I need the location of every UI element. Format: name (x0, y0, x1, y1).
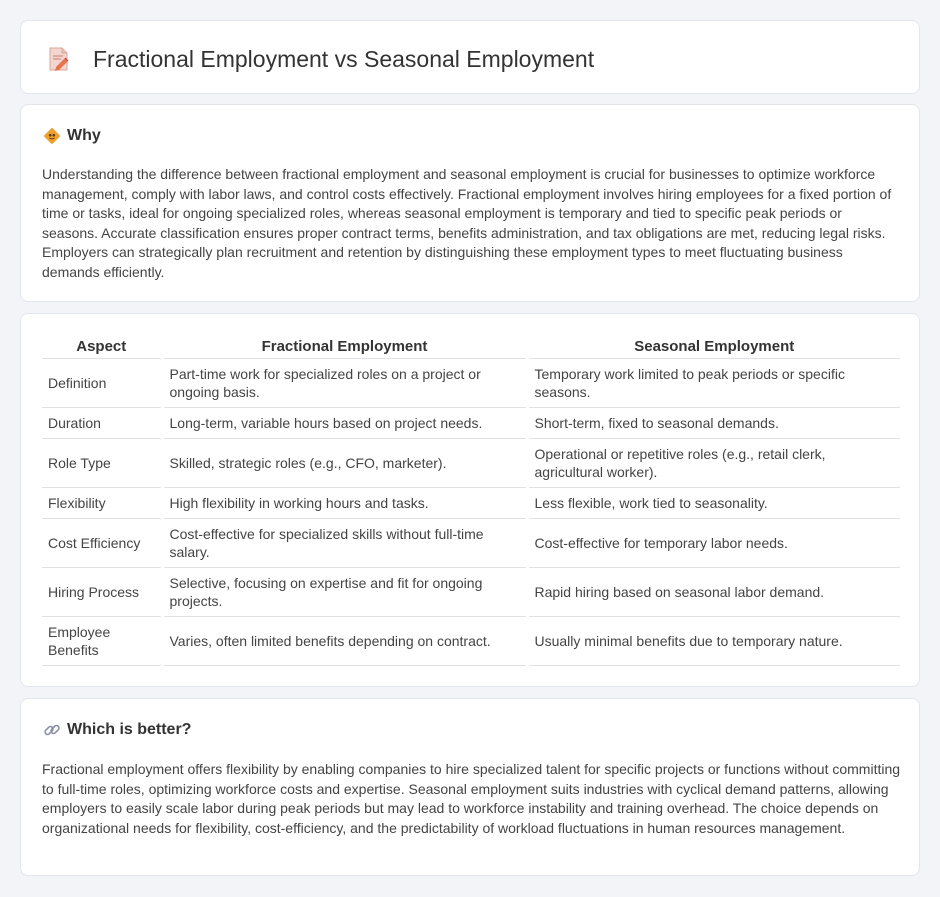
why-section (20, 104, 920, 302)
page-title: Fractional Employment vs Seasonal Employment (93, 46, 595, 72)
row-seasonal: Rapid hiring based on seasonal labor demand. (527, 567, 900, 616)
table-row (42, 487, 900, 518)
link-icon (43, 721, 61, 739)
title-card (20, 20, 920, 94)
table-row (42, 438, 900, 487)
which-is-better-section (20, 698, 920, 876)
comparison-table (42, 336, 900, 666)
table-row (42, 518, 900, 567)
row-aspect: Employee Benefits (42, 616, 162, 665)
better-heading: Which is better? (67, 721, 192, 738)
better-text: Fractional employment offers flexibility by enabling companies to hire specialized talent for specific projects or functions without committing to full-time roles, optimizing workforce costs and expertise. Seasonal employment suits industries with cyclical demand patterns, allowing employers to easily scale labor during peak periods but may lead to workforce instability and training overhead. The choice depends on organizational needs for flexibility, cost-efficiency, and the predictability of workload fluctuations in human resources management. (42, 761, 901, 836)
table-header-row (42, 336, 900, 358)
table-row (42, 567, 900, 616)
table-row (42, 358, 900, 407)
row-seasonal: Short-term, fixed to seasonal demands. (527, 407, 900, 438)
header-seasonal: Seasonal Employment (527, 336, 900, 358)
row-seasonal: Cost-effective for temporary labor needs. (527, 518, 900, 567)
comparison-table-card (20, 313, 920, 687)
row-aspect: Hiring Process (42, 567, 162, 616)
why-heading: Why (67, 127, 101, 144)
row-aspect: Cost Efficiency (42, 518, 162, 567)
row-aspect: Flexibility (42, 487, 162, 518)
table-row (42, 616, 900, 665)
row-aspect: Duration (42, 407, 162, 438)
document-pencil-icon (47, 46, 71, 72)
row-fractional: Skilled, strategic roles (e.g., CFO, marketer). (162, 438, 527, 487)
header-fractional: Fractional Employment (162, 336, 527, 358)
row-seasonal: Less flexible, work tied to seasonality. (527, 487, 900, 518)
header-aspect: Aspect (42, 336, 162, 358)
better-heading-row (43, 721, 191, 739)
table-row (42, 407, 900, 438)
why-heading-row (43, 127, 101, 145)
row-aspect: Definition (42, 358, 162, 407)
row-fractional: Long-term, variable hours based on project needs. (162, 407, 527, 438)
title-row (47, 45, 594, 73)
row-seasonal: Operational or repetitive roles (e.g., retail clerk, agricultural worker). (527, 438, 900, 487)
row-fractional: Cost-effective for specialized skills without full-time salary. (162, 518, 527, 567)
row-fractional: High flexibility in working hours and tasks. (162, 487, 527, 518)
row-fractional: Part-time work for specialized roles on a project or ongoing basis. (162, 358, 527, 407)
diamond-badge-icon (43, 127, 61, 145)
row-fractional: Selective, focusing on expertise and fit for ongoing projects. (162, 567, 527, 616)
row-aspect: Role Type (42, 438, 162, 487)
row-seasonal: Temporary work limited to peak periods or specific seasons. (527, 358, 900, 407)
why-text: Understanding the difference between fractional employment and seasonal employment is crucial for businesses to optimize workforce management, comply with labor laws, and control costs effectively. Fractional employment involves hiring employees for a fixed portion of time or tasks, ideal for ongoing specialized roles, whereas seasonal employment is temporary and tied to specific peak periods or seasons. Accurate classification ensures proper contract terms, benefits administration, and tax obligations are met, reducing legal risks. Employers can strategically plan recruitment and retention by distinguishing these employment types to meet fluctuating business demands efficiently. (42, 166, 892, 280)
row-fractional: Varies, often limited benefits depending on contract. (162, 616, 527, 665)
row-seasonal: Usually minimal benefits due to temporary nature. (527, 616, 900, 665)
